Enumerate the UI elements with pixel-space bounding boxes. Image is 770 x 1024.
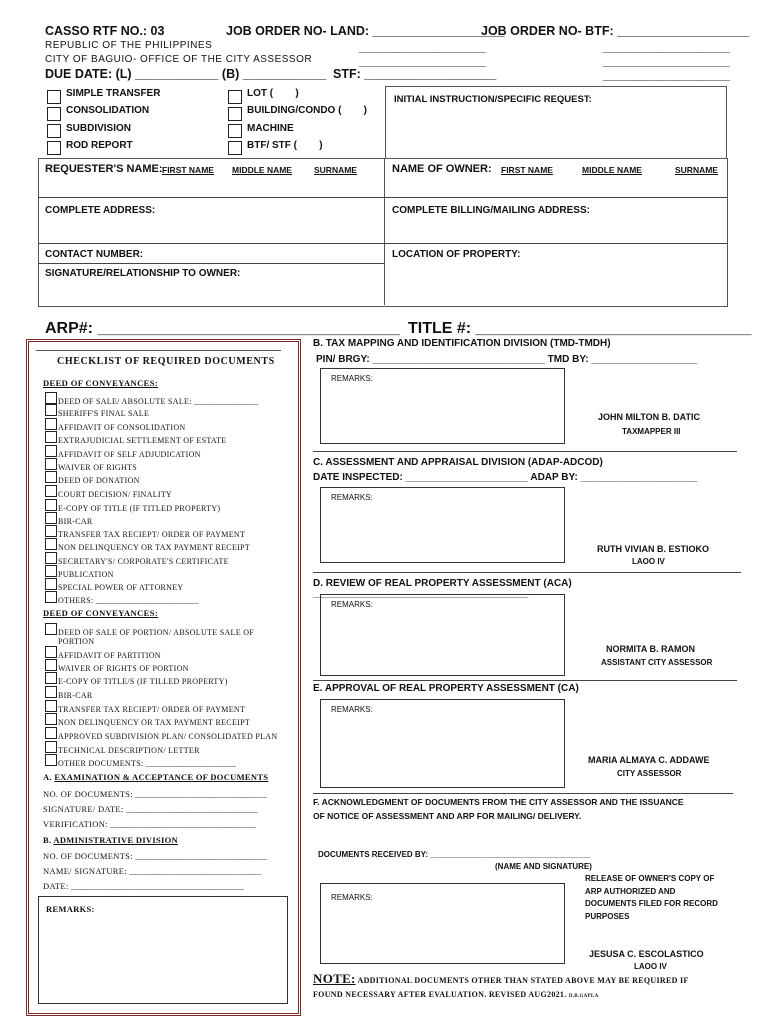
owner-first-name[interactable]: FIRST NAME [501,165,553,175]
section-f-remarks-box[interactable] [320,883,565,964]
note-text-2: FOUND NECESSARY AFTER EVALUATION. [313,990,487,999]
section-c-remarks-label: REMARKS: [331,493,373,502]
checklist-checkbox[interactable] [45,445,57,457]
section-e-signatory: MARIA ALMAYA C. ADDAWE [588,755,710,765]
checklist-item-label: AFFIDAVIT OF CONSOLIDATION [58,423,186,432]
checklist-checkbox[interactable] [45,512,57,524]
checkbox-subdivision[interactable] [47,124,61,138]
due-date[interactable]: DUE DATE: (L) ____________ (B) ____________ [45,67,327,81]
label-machine: MACHINE [247,123,294,134]
checklist-title: CHECKLIST OF REQUIRED DOCUMENTS [57,356,275,367]
checklist-checkbox[interactable] [45,471,57,483]
checklist-item-label: WAIVER OF RIGHTS OF PORTION [58,664,189,673]
checklist-item-label: BIR-CAR [58,517,93,526]
checklist-checkbox[interactable] [45,623,57,635]
admin-date[interactable]: DATE: ______________________________________ [43,881,244,891]
section-c-title: C. ASSESSMENT AND APPRAISAL DIVISION (ADAP-ADCOD) [313,457,603,468]
note-label: NOTE: [313,971,356,986]
section-b-pin-tmd[interactable]: PIN/ BRGY: _______________________________ TMD BY: ___________________ [316,354,698,365]
section-b-remarks-box[interactable] [320,368,565,444]
checklist-checkbox[interactable] [45,713,57,725]
checklist-item-label: APPROVED SUBDIVISION PLAN/ CONSOLIDATED PLAN [58,732,278,741]
checklist-item-label: E-COPY OF TITLE/S (IF TILLED PROPERTY) [58,677,228,686]
requester-owner-grid [38,158,728,307]
note-revised: REVISED AUG2021. [488,990,567,999]
checklist-checkbox[interactable] [45,659,57,671]
checklist-item-label: AFFIDAVIT OF PARTITION [58,651,161,660]
location-property-label[interactable]: LOCATION OF PROPERTY: [392,249,521,260]
section-c-signatory: RUTH VIVIAN B. ESTIOKO [597,544,710,554]
admin-letter: B. [43,835,52,845]
section-b-title: B. TAX MAPPING AND IDENTIFICATION DIVISION (TMD-TMDH) [313,338,611,349]
checklist-checkbox[interactable] [45,431,57,443]
note-text-1: ADDITIONAL DOCUMENTS OTHER THAN STATED ABOVE MAY BE REQUIRED IF [357,976,689,985]
republic-line: REPUBLIC OF THE PHILIPPINES [45,40,213,51]
section-f-name-signature: (NAME AND SIGNATURE) [495,862,592,871]
checklist-item-label: PUBLICATION [58,570,114,579]
checklist-item-label: DEED OF SALE OF PORTION/ ABSOLUTE SALE OF [58,628,255,637]
stf-field[interactable]: STF: ___________________ [333,67,497,81]
requester-middle-name[interactable]: MIDDLE NAME [232,165,292,175]
admin-no-docs[interactable]: NO. OF DOCUMENTS: _____________________________ [43,851,268,861]
label-consolidation: CONSOLIDATION [66,105,150,116]
checklist-section-2: DEED OF CONVEYANCES: [43,608,159,618]
section-c-date-adap[interactable]: DATE INSPECTED: ______________________ ADAP BY: _____________________ [313,472,698,483]
signature-relationship-label[interactable]: SIGNATURE/RELATIONSHIP TO OWNER: [45,268,241,279]
admin-title: ADMINISTRATIVE DIVISION [53,835,178,845]
office-line: CITY OF BAGUIO- OFFICE OF THE CITY ASSESSOR [45,54,313,65]
checklist-item-label: AFFIDAVIT OF SELF ADJUDICATION [58,450,201,459]
checklist-checkbox[interactable] [45,538,57,550]
checklist-item-label: DEED OF DONATION [58,476,140,485]
section-f-received-by[interactable]: DOCUMENTS RECEIVED BY: ____________________________________ [318,850,591,859]
checklist-item-label: OTHERS: ________________________ [58,596,199,605]
owner-name-label: NAME OF OWNER: [392,163,492,175]
btf-extra-line-1[interactable]: ___________________ [603,40,730,54]
checklist-item-label: SHERIFF'S FINAL SALE [58,409,150,418]
section-d-title: D. REVIEW OF REAL PROPERTY ASSESSMENT (ACA) [313,578,572,589]
section-d-remarks-label: REMARKS: [331,600,373,609]
section-b-signatory: JOHN MILTON B. DATIC [598,412,700,422]
section-d-signatory: NORMITA B. RAMON [606,644,695,654]
checklist-item-label: TRANSFER TAX RECIEPT/ ORDER OF PAYMENT [58,705,246,714]
checklist-item-label: COURT DECISION/ FINALITY [58,490,173,499]
owner-surname[interactable]: SURNAME [675,165,718,175]
checklist-checkbox[interactable] [45,418,57,430]
land-extra-line-2[interactable]: ___________________ [359,54,486,68]
checklist-checkbox[interactable] [45,672,57,684]
note-block [313,972,743,1004]
checklist-item-label: NON DELINQUENCY OR TAX PAYMENT RECEIPT [58,718,251,727]
initial-instruction-box[interactable] [385,86,727,159]
section-f-release-4: PURPOSES [585,912,630,921]
checkbox-machine[interactable] [228,124,242,138]
exam-letter: A. [43,772,52,782]
checklist-checkbox[interactable] [45,686,57,698]
exam-label [43,772,268,782]
btf-extra-line-2[interactable]: ___________________ [603,54,730,68]
checklist-checkbox[interactable] [45,404,57,416]
checkbox-btf-stf[interactable] [228,141,242,155]
requester-name-label: REQUESTER'S NAME: [45,163,163,175]
land-extra-line-1[interactable]: ___________________ [359,40,486,54]
btf-extra-line-3[interactable]: ___________________ [603,68,730,82]
label-simple-transfer: SIMPLE TRANSFER [66,88,161,99]
section-b-role: TAXMAPPER III [622,427,681,436]
checklist-checkbox[interactable] [45,646,57,658]
exam-signature-date[interactable]: SIGNATURE/ DATE: _____________________________ [43,804,258,814]
label-rod-report: ROD REPORT [66,140,133,151]
section-c-role: LAOO IV [632,557,665,566]
checklist-checkbox[interactable] [45,552,57,564]
section-d-divider [313,680,737,681]
casso-rtf-number: CASSO RTF NO.: 03 [45,24,165,38]
section-e-divider [313,793,733,794]
note-code: D.B.GAPLA [568,994,599,999]
section-d-role: ASSISTANT CITY ASSESSOR [601,658,713,667]
section-b-divider [313,451,737,452]
checklist-checkbox[interactable] [45,565,57,577]
checklist-remarks-label: REMARKS: [46,904,95,914]
checklist-item-label: TECHNICAL DESCRIPTION/ LETTER [58,746,200,755]
contact-number-label[interactable]: CONTACT NUMBER: [45,249,144,260]
grid-line-1 [38,197,727,198]
job-order-land[interactable]: JOB ORDER NO- LAND: ___________________ [226,24,505,38]
checklist-item-label: DEED OF SALE/ ABSOLUTE SALE: _______________ [58,397,259,406]
section-e-role: CITY ASSESSOR [617,769,682,778]
section-e-title: E. APPROVAL OF REAL PROPERTY ASSESSMENT (CA) [313,683,579,694]
checklist-checkbox[interactable] [45,591,57,603]
section-f-remarks-label: REMARKS: [331,893,373,902]
label-building-condo: BUILDING/CONDO ( ) [247,105,367,116]
checklist-checkbox[interactable] [45,392,57,404]
grid-divider-vertical [384,158,385,305]
grid-line-2 [38,243,727,244]
section-f-release-2: ARP AUTHORIZED AND [585,887,676,896]
checklist-item-label: WAIVER OF RIGHTS [58,463,138,472]
exam-title: EXAMINATION & ACCEPTANCE OF DOCUMENTS [54,772,269,782]
label-btf-stf: BTF/ STF ( ) [247,140,323,151]
owner-middle-name[interactable]: MIDDLE NAME [582,165,642,175]
checklist-checkbox[interactable] [45,499,57,511]
label-subdivision: SUBDIVISION [66,123,132,134]
billing-address-label[interactable]: COMPLETE BILLING/MAILING ADDRESS: [392,205,590,216]
section-c-remarks-box[interactable] [320,487,565,563]
job-order-btf[interactable]: JOB ORDER NO- BTF: ___________________ [481,24,750,38]
checklist-item-label: SECRETARY'S/ CORPORATE'S CERTIFICATE [58,557,229,566]
checklist-checkbox[interactable] [45,578,57,590]
checklist-checkbox[interactable] [45,754,57,766]
checklist-checkbox[interactable] [45,700,57,712]
initial-instruction-label: INITIAL INSTRUCTION/SPECIFIC REQUEST: [394,94,592,105]
title-number[interactable]: TITLE #: _______________________________ [408,320,752,337]
checklist-title-rule [36,350,281,351]
section-c-divider [313,572,741,573]
complete-address-label[interactable]: COMPLETE ADDRESS: [45,205,156,216]
admin-label [43,835,178,845]
checkbox-consolidation[interactable] [47,107,61,121]
checklist-checkbox[interactable] [45,525,57,537]
section-d-remarks-box[interactable] [320,594,565,676]
checklist-checkbox[interactable] [45,485,57,497]
checkbox-rod-report[interactable] [47,141,61,155]
checklist-checkbox[interactable] [45,727,57,739]
checkbox-lot[interactable] [228,90,242,104]
checklist-item-label: E-COPY OF TITLE (IF TITLED PROPERTY) [58,504,221,513]
label-lot: LOT ( ) [247,88,299,99]
checklist-item-label: BIR-CAR [58,691,93,700]
section-f-release-3: DOCUMENTS FILED FOR RECORD [585,899,718,908]
section-e-remarks-box[interactable] [320,699,565,788]
admin-name-signature[interactable]: NAME/ SIGNATURE: _____________________________ [43,866,262,876]
checklist-section-1: DEED OF CONVEYANCES: [43,378,159,388]
section-f-title-2: OF NOTICE OF ASSESSMENT AND ARP FOR MAILING/ DELIVERY. [313,811,582,821]
section-f-title-1: F. ACKNOWLEDGMENT OF DOCUMENTS FROM THE CITY ASSESSOR AND THE ISSUANCE [313,797,684,807]
exam-no-docs[interactable]: NO. OF DOCUMENTS: _____________________________ [43,789,268,799]
checklist-item-label: EXTRAJUDICIAL SETTLEMENT OF ESTATE [58,436,227,445]
grid-line-3 [38,263,384,264]
checklist-item-label: SPECIAL POWER OF ATTORNEY [58,583,184,592]
checklist-item-label: NON DELINQUENCY OR TAX PAYMENT RECEIPT [58,543,251,552]
checklist-checkbox[interactable] [45,458,57,470]
requester-surname[interactable]: SURNAME [314,165,357,175]
section-f-signatory: JESUSA C. ESCOLASTICO [589,949,704,959]
checklist-item-label: OTHER DOCUMENTS: _____________________ [58,759,237,768]
checklist-checkbox[interactable] [45,741,57,753]
checkbox-building-condo[interactable] [228,107,242,121]
arp-number[interactable]: ARP#: __________________________________ [45,320,400,337]
section-e-remarks-label: REMARKS: [331,705,373,714]
section-f-role: LAOO IV [634,962,667,971]
checklist-remarks-box[interactable] [38,896,288,1004]
checklist-item-label-cont: PORTION [58,637,95,646]
section-d-underline: ___________________________________________ [313,589,529,599]
exam-verification[interactable]: VERIFICATION: ________________________________ [43,819,256,829]
requester-first-name[interactable]: FIRST NAME [162,165,214,175]
checkbox-simple-transfer[interactable] [47,90,61,104]
section-b-remarks-label: REMARKS: [331,374,373,383]
section-f-release-1: RELEASE OF OWNER'S COPY OF [585,874,715,883]
checklist-item-label: TRANSFER TAX RECIEPT/ ORDER OF PAYMENT [58,530,246,539]
